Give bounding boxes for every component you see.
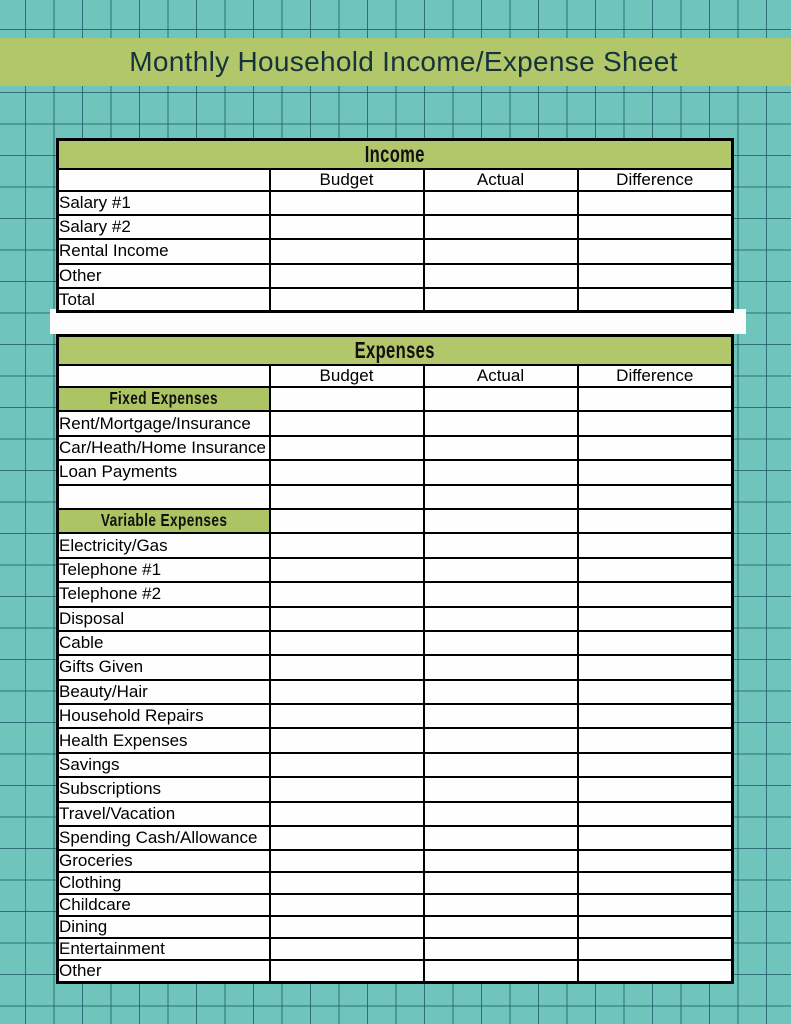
- table-row: [58, 460, 733, 484]
- actual-value-cell[interactable]: [424, 826, 578, 850]
- table-row: [58, 872, 733, 894]
- table-row: [58, 802, 733, 826]
- budget-value-cell[interactable]: [270, 777, 424, 801]
- row-label: [58, 485, 270, 509]
- difference-value-cell[interactable]: [578, 894, 733, 916]
- budget-value-cell[interactable]: [270, 533, 424, 557]
- difference-value-cell[interactable]: [578, 916, 733, 938]
- table-row: [58, 753, 733, 777]
- difference-value-cell[interactable]: [578, 753, 733, 777]
- table-row: [58, 850, 733, 872]
- title-banner: [0, 38, 791, 86]
- table-row: [58, 288, 733, 312]
- actual-value-cell[interactable]: [424, 582, 578, 606]
- difference-value-cell[interactable]: [578, 777, 733, 801]
- actual-value-cell[interactable]: [424, 960, 578, 983]
- budget-value-cell[interactable]: [270, 938, 424, 960]
- table-row: [58, 436, 733, 460]
- table-row: [58, 728, 733, 752]
- budget-value-cell[interactable]: [270, 509, 424, 533]
- section-label-cell: [58, 387, 270, 411]
- difference-value-cell[interactable]: [578, 704, 733, 728]
- difference-value-cell[interactable]: [578, 191, 733, 215]
- difference-value-cell[interactable]: [578, 655, 733, 679]
- budget-value-cell[interactable]: [270, 411, 424, 435]
- section-label-cell: [58, 509, 270, 533]
- actual-value-cell[interactable]: [424, 215, 578, 239]
- difference-value-cell[interactable]: [578, 728, 733, 752]
- budget-value-cell[interactable]: [270, 655, 424, 679]
- table-row: [58, 960, 733, 983]
- blank-corner-cell: [58, 169, 270, 191]
- actual-value-cell[interactable]: [424, 509, 578, 533]
- row-label: Health Expenses: [58, 728, 270, 752]
- table-row: [58, 411, 733, 435]
- budget-value-cell[interactable]: [270, 607, 424, 631]
- actual-value-cell[interactable]: [424, 460, 578, 484]
- difference-value-cell[interactable]: [578, 802, 733, 826]
- difference-value-cell[interactable]: [578, 582, 733, 606]
- actual-value-cell[interactable]: [424, 655, 578, 679]
- blank-corner-cell: [58, 365, 270, 387]
- row-label: Telephone #1: [58, 558, 270, 582]
- table-row: [58, 582, 733, 606]
- row-label: Total: [58, 288, 270, 312]
- budget-value-cell[interactable]: [270, 460, 424, 484]
- row-label: Dining: [58, 916, 270, 938]
- difference-value-cell[interactable]: [578, 960, 733, 983]
- table-row: [58, 558, 733, 582]
- income-table: [56, 138, 734, 313]
- actual-value-cell[interactable]: [424, 704, 578, 728]
- budget-value-cell[interactable]: [270, 436, 424, 460]
- income-table-title-cell: [58, 140, 733, 170]
- actual-value-cell[interactable]: [424, 894, 578, 916]
- table-row: [58, 938, 733, 960]
- row-label: Car/Heath/Home Insurance: [58, 436, 270, 460]
- budget-value-cell[interactable]: [270, 680, 424, 704]
- difference-value-cell[interactable]: [578, 436, 733, 460]
- difference-value-cell[interactable]: [578, 850, 733, 872]
- difference-value-cell[interactable]: [578, 826, 733, 850]
- actual-value-cell[interactable]: [424, 239, 578, 263]
- difference-value-cell[interactable]: [578, 411, 733, 435]
- actual-value-cell[interactable]: [424, 558, 578, 582]
- table-row: [58, 826, 733, 850]
- actual-value-cell[interactable]: [424, 607, 578, 631]
- budget-value-cell[interactable]: [270, 872, 424, 894]
- table-row: [58, 704, 733, 728]
- section-label: Fixed Expenses: [109, 387, 219, 408]
- difference-value-cell[interactable]: [578, 558, 733, 582]
- actual-value-cell[interactable]: [424, 850, 578, 872]
- budget-value-cell[interactable]: [270, 631, 424, 655]
- actual-value-cell[interactable]: [424, 916, 578, 938]
- difference-value-cell[interactable]: [578, 288, 733, 312]
- expenses-table-title: Expenses: [354, 337, 436, 363]
- budget-value-cell[interactable]: [270, 704, 424, 728]
- difference-value-cell[interactable]: [578, 607, 733, 631]
- actual-value-cell[interactable]: [424, 485, 578, 509]
- table-row: [58, 777, 733, 801]
- table-row: [58, 485, 733, 509]
- budget-value-cell[interactable]: [270, 753, 424, 777]
- row-label: Electricity/Gas: [58, 533, 270, 557]
- difference-value-cell[interactable]: [578, 631, 733, 655]
- budget-value-cell[interactable]: [270, 850, 424, 872]
- row-label: Other: [58, 264, 270, 288]
- table-row: [58, 264, 733, 288]
- difference-column-header: Difference: [578, 365, 733, 387]
- difference-value-cell[interactable]: [578, 872, 733, 894]
- section-row: [58, 387, 733, 411]
- difference-value-cell[interactable]: [578, 387, 733, 411]
- row-label: Spending Cash/Allowance: [58, 826, 270, 850]
- row-label: Groceries: [58, 850, 270, 872]
- budget-value-cell[interactable]: [270, 728, 424, 752]
- actual-value-cell[interactable]: [424, 938, 578, 960]
- section-row: [58, 509, 733, 533]
- row-label: Clothing: [58, 872, 270, 894]
- actual-value-cell[interactable]: [424, 777, 578, 801]
- row-label: Subscriptions: [58, 777, 270, 801]
- table-row: [58, 191, 733, 215]
- row-label: Disposal: [58, 607, 270, 631]
- difference-value-cell[interactable]: [578, 509, 733, 533]
- budget-value-cell[interactable]: [270, 826, 424, 850]
- actual-value-cell[interactable]: [424, 411, 578, 435]
- actual-column-header: Actual: [424, 169, 578, 191]
- difference-value-cell[interactable]: [578, 239, 733, 263]
- actual-value-cell[interactable]: [424, 872, 578, 894]
- page-title: Monthly Household Income/Expense Sheet: [129, 46, 678, 77]
- actual-value-cell[interactable]: [424, 436, 578, 460]
- section-label: Variable Expenses: [100, 509, 228, 530]
- row-label: Savings: [58, 753, 270, 777]
- expenses-title-row: [58, 336, 733, 366]
- row-label: Rental Income: [58, 239, 270, 263]
- actual-value-cell[interactable]: [424, 264, 578, 288]
- actual-value-cell[interactable]: [424, 191, 578, 215]
- table-row: [58, 894, 733, 916]
- actual-value-cell[interactable]: [424, 802, 578, 826]
- row-label: Loan Payments: [58, 460, 270, 484]
- table-row: [58, 607, 733, 631]
- row-label: Salary #1: [58, 191, 270, 215]
- budget-value-cell[interactable]: [270, 582, 424, 606]
- actual-value-cell[interactable]: [424, 680, 578, 704]
- table-row: [58, 533, 733, 557]
- budget-value-cell[interactable]: [270, 239, 424, 263]
- income-table-title: Income: [364, 141, 426, 167]
- row-label: Cable: [58, 631, 270, 655]
- row-label: Travel/Vacation: [58, 802, 270, 826]
- row-label: Rent/Mortgage/Insurance: [58, 411, 270, 435]
- budget-value-cell[interactable]: [270, 288, 424, 312]
- table-row: [58, 655, 733, 679]
- budget-value-cell[interactable]: [270, 387, 424, 411]
- expenses-table: [56, 334, 734, 984]
- row-label: Salary #2: [58, 215, 270, 239]
- actual-value-cell[interactable]: [424, 533, 578, 557]
- difference-value-cell[interactable]: [578, 485, 733, 509]
- row-label: Telephone #2: [58, 582, 270, 606]
- expenses-table-title-cell: [58, 336, 733, 366]
- table-row: [58, 680, 733, 704]
- budget-value-cell[interactable]: [270, 191, 424, 215]
- difference-value-cell[interactable]: [578, 264, 733, 288]
- difference-value-cell[interactable]: [578, 460, 733, 484]
- table-row: [58, 215, 733, 239]
- expenses-column-header-row: [58, 365, 733, 387]
- table-row: [58, 239, 733, 263]
- actual-column-header: Actual: [424, 365, 578, 387]
- income-title-row: [58, 140, 733, 170]
- difference-value-cell[interactable]: [578, 533, 733, 557]
- actual-value-cell[interactable]: [424, 728, 578, 752]
- budget-value-cell[interactable]: [270, 916, 424, 938]
- budget-value-cell[interactable]: [270, 264, 424, 288]
- row-label: Beauty/Hair: [58, 680, 270, 704]
- row-label: Other: [58, 960, 270, 983]
- table-row: [58, 916, 733, 938]
- budget-value-cell[interactable]: [270, 215, 424, 239]
- budget-column-header: Budget: [270, 169, 424, 191]
- income-column-header-row: [58, 169, 733, 191]
- row-label: Childcare: [58, 894, 270, 916]
- budget-column-header: Budget: [270, 365, 424, 387]
- actual-value-cell[interactable]: [424, 753, 578, 777]
- difference-value-cell[interactable]: [578, 680, 733, 704]
- budget-value-cell[interactable]: [270, 960, 424, 983]
- budget-value-cell[interactable]: [270, 485, 424, 509]
- budget-value-cell[interactable]: [270, 894, 424, 916]
- actual-value-cell[interactable]: [424, 387, 578, 411]
- row-label: Entertainment: [58, 938, 270, 960]
- difference-value-cell[interactable]: [578, 938, 733, 960]
- budget-value-cell[interactable]: [270, 802, 424, 826]
- actual-value-cell[interactable]: [424, 288, 578, 312]
- actual-value-cell[interactable]: [424, 631, 578, 655]
- difference-column-header: Difference: [578, 169, 733, 191]
- table-row: [58, 631, 733, 655]
- difference-value-cell[interactable]: [578, 215, 733, 239]
- row-label: Household Repairs: [58, 704, 270, 728]
- budget-value-cell[interactable]: [270, 558, 424, 582]
- row-label: Gifts Given: [58, 655, 270, 679]
